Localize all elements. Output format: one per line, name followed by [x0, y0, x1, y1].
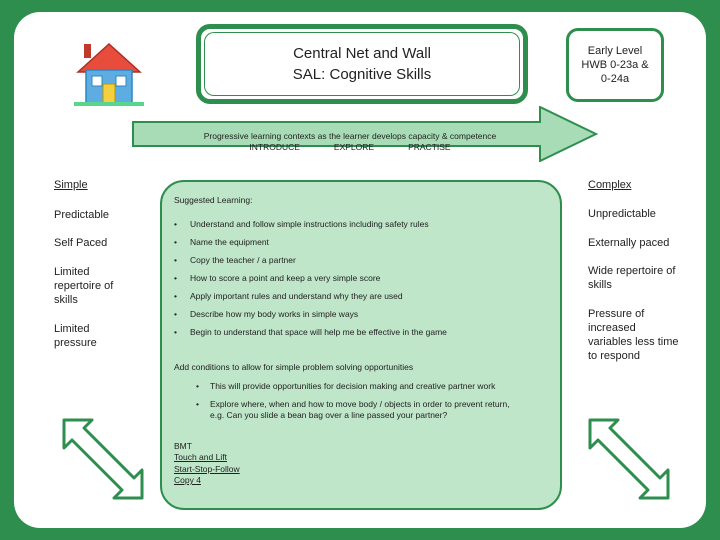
title-line-2: SAL: Cognitive Skills: [292, 66, 432, 83]
stage-explore: EXPLORE: [333, 142, 375, 152]
house-icon[interactable]: [72, 38, 146, 108]
right-heading: Complex: [588, 179, 632, 191]
conditions-bullet: • Explore where, when and how to move body / objects in order to prevent return, e.g. Can you slide a bean bag over a line passed your partner?: [196, 399, 510, 420]
right-item-unpredictable: Unpredictable: [588, 208, 656, 220]
expand-arrows-icon: [62, 418, 144, 500]
left-item-limited-repertoire: Limited repertoire of skills: [54, 266, 114, 306]
progression-line: Progressive learning contexts as the learner develops capacity & competence: [203, 131, 497, 141]
resource-bmt: BMT: [174, 441, 192, 451]
title-line-1: Central Net and Wall: [293, 45, 431, 62]
learning-bullet: • Understand and follow simple instructions including safety rules: [174, 219, 429, 229]
learning-heading: Suggested Learning:: [174, 195, 253, 205]
learning-bullet: • Name the equipment: [174, 237, 269, 247]
level-line-1: Early Level: [587, 45, 643, 57]
level-badge: [566, 28, 664, 102]
right-item-pressure: Pressure of increased variables less time to respond: [588, 308, 679, 362]
conditions-bullet: • This will provide opportunities for decision making and creative partner work: [196, 381, 496, 391]
left-heading: Simple: [54, 179, 88, 191]
conditions-text: Add conditions to allow for simple problem solving opportunities: [174, 362, 414, 372]
learning-bullet: • Begin to understand that space will help me be effective in the game: [174, 327, 447, 337]
expand-arrows-icon: [588, 418, 670, 500]
page-title: [204, 32, 520, 96]
resource-copy-4-link[interactable]: Copy 4: [174, 475, 201, 485]
right-item-externally-paced: Externally paced: [588, 237, 670, 249]
right-item-wide-repertoire: Wide repertoire of skills: [588, 265, 676, 291]
learning-bullet: • Describe how my body works in simple ways: [174, 309, 359, 319]
resource-start-stop-follow-link[interactable]: Start-Stop-Follow: [174, 464, 240, 474]
progression-text: [140, 131, 560, 153]
resource-touch-and-lift-link[interactable]: Touch and Lift: [174, 452, 227, 462]
level-line-3: 0-24a: [600, 73, 630, 85]
learning-bullet: • Copy the teacher / a partner: [174, 255, 296, 265]
level-line-2: HWB 0-23a &: [581, 59, 649, 71]
left-item-limited-pressure: Limited pressure: [54, 323, 97, 349]
stage-practise: PRACTISE: [408, 142, 451, 152]
stage-introduce: INTRODUCE: [249, 142, 300, 152]
left-item-predictable: Predictable: [54, 209, 110, 221]
learning-bullet: • Apply important rules and understand why they are used: [174, 291, 403, 301]
learning-bullet: • How to score a point and keep a very simple score: [174, 273, 381, 283]
left-item-self-paced: Self Paced: [54, 237, 108, 249]
